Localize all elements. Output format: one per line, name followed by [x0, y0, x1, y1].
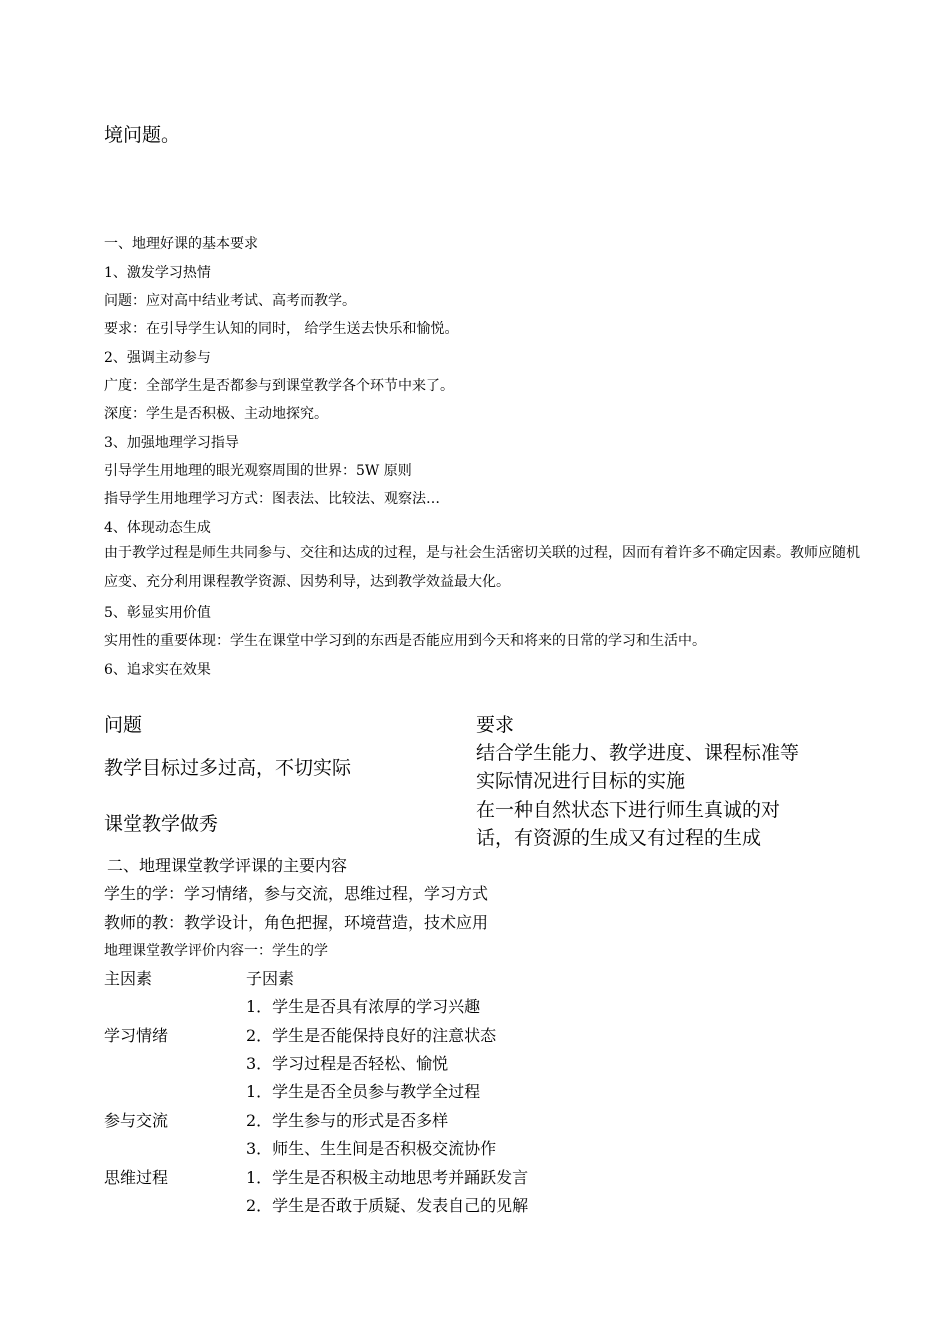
table-title: 地理课堂教学评价内容一：学生的学 — [104, 943, 328, 959]
student-line: 学生的学：学习情绪，参与交流，思维过程，学习方式 — [104, 884, 489, 903]
sub-factor: 1．学生是否全员参与教学全过程 — [246, 1082, 481, 1101]
line-item: 2、强调主动参与 — [104, 350, 211, 366]
main-factor: 参与交流 — [104, 1111, 169, 1130]
line-item: 1、激发学习热情 — [104, 265, 211, 281]
paragraph-4: 由于教学过程是师生共同参与、交往和达成的过程，是与社会生活密切关联的过程，因而有着许多不确定因素。教师应随机应变、充分利用课程教学资源、因势利导，达到教学效益最大化。 — [104, 545, 860, 590]
sub-factor: 3．学习过程是否轻松、愉悦 — [246, 1054, 449, 1073]
line-item: 5、彰显实用价值 — [104, 605, 211, 621]
sub-factor: 2．学生是否能保持良好的注意状态 — [246, 1026, 497, 1045]
line-item: 实用性的重要体现：学生在课堂中学习到的东西是否能应用到今天和将来的日常的学习和生活中。 — [104, 633, 706, 649]
table-header-problem: 问题 — [104, 714, 143, 736]
sub-factor: 2．学生是否敢于质疑、发表自己的见解 — [246, 1196, 529, 1215]
section1-heading: 一、地理好课的基本要求 — [104, 236, 258, 252]
table-row-problem: 教学目标过多过高，不切实际 — [104, 757, 352, 779]
main-factor: 思维过程 — [104, 1168, 169, 1187]
table-row-requirement: 结合学生能力、教学进度、课程标准等 — [476, 742, 800, 764]
line-item: 指导学生用地理学习方式：图表法、比较法、观察法… — [104, 491, 440, 507]
teacher-line: 教师的教：教学设计，角色把握，环境营造，技术应用 — [104, 913, 489, 932]
table-row-requirement: 在一种自然状态下进行师生真诚的对 — [476, 799, 781, 821]
line-item: 广度：全部学生是否都参与到课堂教学各个环节中来了。 — [104, 378, 454, 394]
line-item: 要求：在引导学生认知的同时， 给学生送去快乐和愉悦。 — [104, 321, 459, 337]
intro-tail: 境问题。 — [104, 124, 181, 146]
line-item: 6、追求实在效果 — [104, 662, 211, 678]
table-header-requirement: 要求 — [476, 714, 515, 736]
sub-factor: 2．学生参与的形式是否多样 — [246, 1111, 449, 1130]
line-item: 引导学生用地理的眼光观察周围的世界：5W 原则 — [104, 463, 412, 479]
sub-factor: 1．学生是否具有浓厚的学习兴趣 — [246, 997, 481, 1016]
line-item: 3、加强地理学习指导 — [104, 435, 239, 451]
sub-factor: 1．学生是否积极主动地思考并踊跃发言 — [246, 1168, 529, 1187]
line-item: 问题：应对高中结业考试、高考而教学。 — [104, 293, 356, 309]
main-factor: 学习情绪 — [104, 1026, 169, 1045]
section2-heading: 二、地理课堂教学评课的主要内容 — [107, 856, 348, 875]
table-row-problem: 课堂教学做秀 — [104, 813, 219, 835]
line-item: 深度：学生是否积极、主动地探究。 — [104, 406, 328, 422]
col-sub-header: 子因素 — [246, 969, 295, 988]
col-main-header: 主因素 — [104, 969, 153, 988]
table-row-requirement: 话，有资源的生成又有过程的生成 — [476, 827, 762, 849]
table-row-requirement: 实际情况进行目标的实施 — [476, 770, 686, 792]
sub-factor: 3．师生、生生间是否积极交流协作 — [246, 1139, 497, 1158]
line-item: 4、体现动态生成 — [104, 520, 211, 536]
